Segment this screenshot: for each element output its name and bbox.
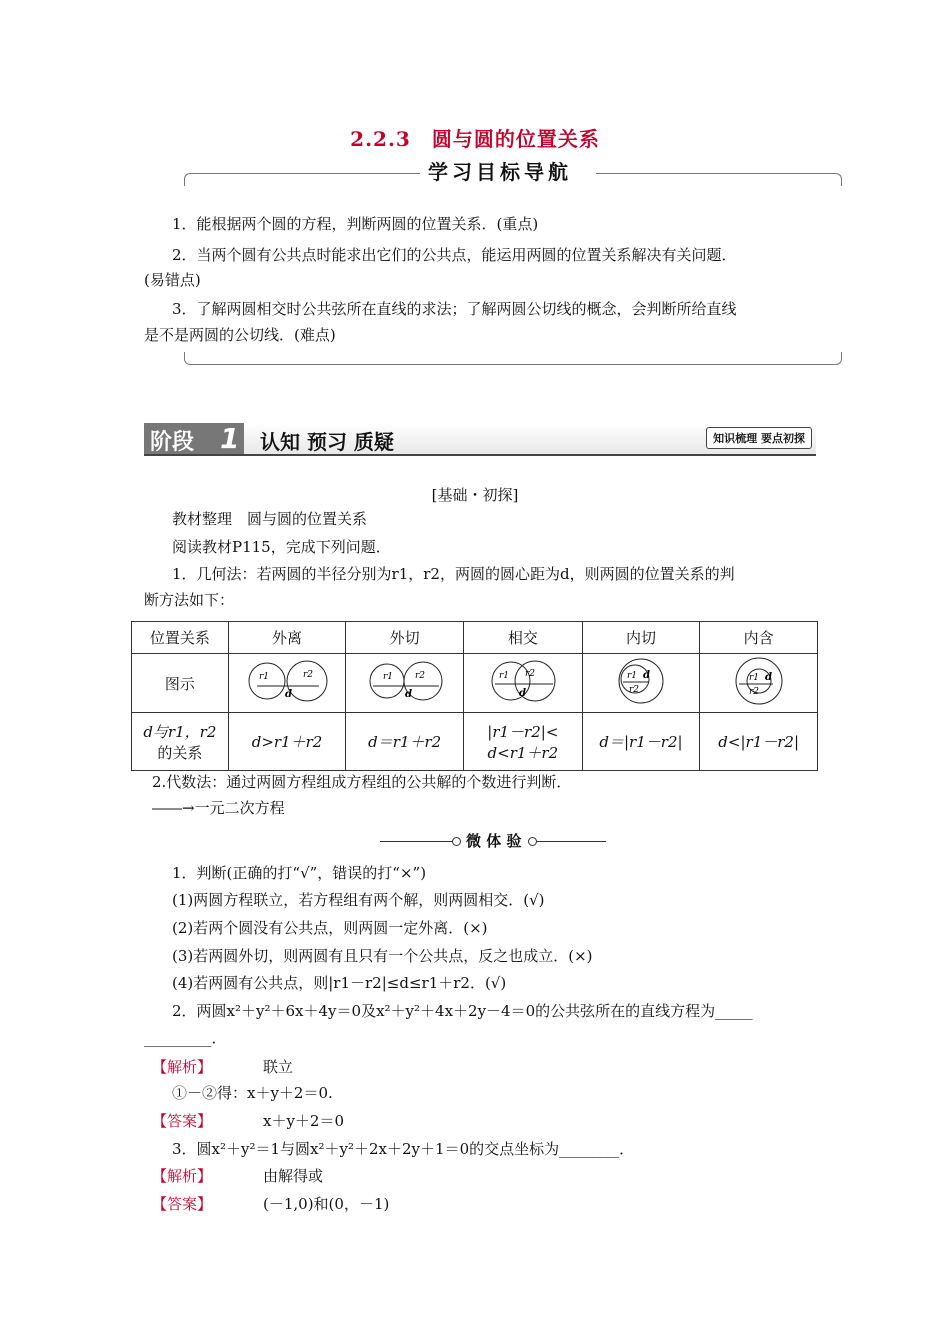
q3-answer: (－1,0)和(0，－1) [263, 1195, 390, 1213]
q2-analysis-tag: 【解析】 [152, 1058, 213, 1076]
figure-contain [700, 654, 818, 713]
intro-1: 教材整理 圆与圆的位置关系 [172, 510, 368, 528]
q2-analysis: 联立 [263, 1058, 294, 1076]
circles-contain-diagram [709, 654, 809, 708]
circles-external-tangent-diagram [355, 654, 455, 708]
fig-r1: r1 [259, 672, 270, 682]
intro-2: 阅读教材P115，完成下列问题． [172, 538, 391, 556]
intro-4: 断方法如下： [144, 591, 235, 609]
circles-internal-tangent-diagram [591, 654, 691, 708]
relation-external-tangent: d＝r1＋r2 [346, 713, 464, 771]
fig-r2: r2 [628, 685, 640, 695]
question-1-3: (3)若两圆外切，则两圆有且只有一个公共点，反之也成立．(×) [172, 947, 593, 965]
micro-dot-left [452, 837, 461, 846]
figure-intersect [464, 654, 583, 713]
relation-contain: d<|r1－r2| [700, 713, 818, 771]
header-cell: 内含 [700, 622, 818, 654]
fig-r2: r2 [303, 670, 314, 680]
relation-internal-tangent: d＝|r1－r2| [582, 713, 700, 771]
stage-label: 阶段 [150, 430, 195, 455]
figure-separate [228, 654, 346, 713]
relation-intersect: |r1－r2|< d<r1＋r2 [464, 713, 583, 771]
algebra-method: 2.代数法：通过两圆方程组成方程组的公共解的个数进行判断． [152, 773, 572, 791]
objective-2: 2．当两个圆有公共点时能求出它们的公共点，能运用两圆的位置关系解决有关问题． [172, 246, 737, 264]
q2-answer-tag: 【答案】 [152, 1112, 213, 1130]
stage-bar [144, 423, 816, 456]
fig-d: d [642, 670, 650, 681]
objective-2-cont: (易错点) [144, 271, 201, 289]
header-cell: 内切 [582, 622, 700, 654]
fig-r1: r1 [626, 671, 638, 681]
objective-1: 1．能根据两个圆的方程，判断两圆的位置关系．(重点) [172, 215, 539, 233]
question-1-2: (2)若两个圆没有公共点，则两圆一定外离．(×) [172, 919, 488, 937]
stage-tag: 知识梳理 要点初探 [706, 427, 812, 449]
micro-title: 微 体 验 [466, 832, 522, 850]
fig-d: d [404, 689, 412, 700]
fig-d: d [518, 688, 526, 699]
micro-rule-right [536, 841, 606, 842]
figure-label: 图示 [132, 654, 229, 713]
fig-r1: r1 [382, 672, 393, 682]
figure-external-tangent [346, 654, 464, 713]
header-cell: 外离 [228, 622, 346, 654]
stage-title: 认知 预习 质疑 [260, 430, 394, 454]
question-1: 1．判断(正确的打“√”，错误的打“×”) [172, 864, 427, 882]
fig-r1: r1 [498, 671, 509, 681]
question-1-4: (4)若两圆有公共点，则|r1－r2|≤d≤r1＋r2．(√) [172, 974, 507, 992]
fig-d: d [764, 672, 772, 683]
objective-3-cont: 是不是两圆的公切线．(难点) [144, 326, 336, 344]
q3-answer-tag: 【答案】 [152, 1195, 213, 1213]
q2-answer: x＋y＋2＝0 [263, 1112, 345, 1130]
question-2: 2．两圆x²＋y²＋6x＋4y＝0及x²＋y²＋4x＋2y－4＝0的公共弦所在的直线方程为_____ [172, 1002, 753, 1020]
fig-r2: r2 [524, 669, 535, 679]
fig-r1: r1 [748, 673, 759, 683]
header-cell: 外切 [346, 622, 464, 654]
circles-separate-diagram [237, 654, 337, 708]
question-2-cont: _________． [144, 1029, 227, 1047]
objective-3: 3．了解两圆相交时公共弦所在直线的求法；了解两圆公切线的概念，会判断所给直线 [172, 300, 737, 318]
circles-intersect-diagram [473, 654, 573, 708]
q3-analysis-tag: 【解析】 [152, 1167, 213, 1185]
relation-label: d与r1，r2 的关系 [132, 713, 229, 771]
header-cell: 相交 [464, 622, 583, 654]
relation-table [131, 621, 818, 771]
micro-rule-left [380, 841, 454, 842]
intro-3: 1．几何法：若两圆的半径分别为r1，r2，两圆的圆心距为d，则两圆的位置关系的判 [172, 565, 735, 583]
fig-r2: r2 [414, 671, 425, 681]
objectives-frame-bottom [184, 352, 842, 365]
header-cell: 位置关系 [132, 622, 229, 654]
question-1-1: (1)两圆方程联立，若方程组有两个解，则两圆相交．(√) [172, 891, 545, 909]
page-title: 2.2.3 圆与圆的位置关系 [350, 127, 600, 151]
stage-number: 1 [220, 422, 240, 455]
section-label: [基础・初探] [431, 486, 519, 504]
q3-analysis: 由解得或 [263, 1167, 324, 1185]
q2-step: ①－②得：x＋y＋2＝0. [172, 1084, 333, 1102]
stage-badge [144, 423, 244, 454]
fig-r2: r2 [748, 687, 759, 697]
objectives-banner: 学习目标导航 [428, 160, 572, 184]
figure-internal-tangent [582, 654, 700, 713]
algebra-arrow: ――→一元二次方程 [152, 799, 285, 817]
relation-separate: d>r1＋r2 [228, 713, 346, 771]
question-3: 3．圆x²＋y²＝1与圆x²＋y²＋2x＋2y＋1＝0的交点坐标为________． [172, 1140, 635, 1158]
fig-d: d [285, 689, 293, 700]
